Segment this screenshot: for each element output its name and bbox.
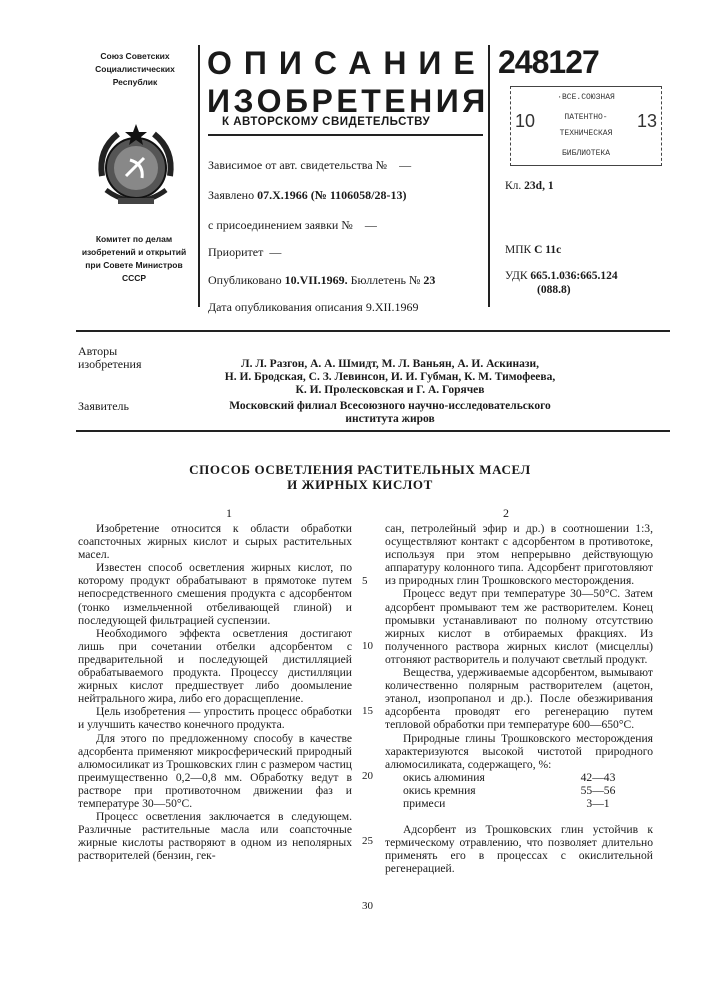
country-line: Социалистических — [95, 64, 175, 74]
authors-list — [190, 358, 590, 397]
title-description: ОПИСАНИЕ — [207, 45, 487, 81]
paragraph: Для этого по предложенному способу в качестве адсорбента применяют микросферический природный алюмосиликат из Трошковских глин с размером частиц преимущественно 0,2—0,8 мм. Обработку ведут в растворе при противоточном движении фаз и температуре 30—50°С. — [78, 731, 352, 810]
text-column-2 — [385, 522, 653, 875]
paragraph: Адсорбент из Трошковских глин устойчив к термическому отравлению, что позволяет длительно применять его в процессах с окислительной регенерацией. — [385, 823, 653, 876]
left-column-divider — [198, 45, 200, 307]
udc-value-2: (088.8) — [537, 284, 571, 296]
applicant-label: Заявитель — [78, 399, 129, 413]
dependent-label: Зависимое от авт. свидетельства № — [208, 158, 388, 172]
authors-label — [78, 345, 141, 371]
title-invention: ИЗОБРЕТЕНИЯ — [207, 83, 489, 119]
priority-label: Приоритет — [208, 245, 264, 259]
text-column-1 — [78, 522, 352, 862]
udc-value: 665.1.036:665.124 — [530, 270, 618, 282]
paragraph: Изобретение относится к области обработки соапсточных жирных кислот и сырых растительных масел. — [78, 522, 352, 562]
udc-label: УДК — [505, 270, 528, 282]
issuing-committee — [64, 233, 204, 285]
description-date-label: Дата опубликования описания — [208, 300, 363, 314]
document-title-line: СПОСОБ ОСВЕТЛЕНИЯ РАСТИТЕЛЬНЫХ МАСЕЛ — [189, 462, 531, 477]
paragraph: Цель изобретения — упростить процесс обработки и улучшить качество конечного продукта. — [78, 705, 352, 732]
description-date-line — [208, 300, 419, 315]
line-number: 5 — [362, 575, 368, 587]
component-value: 3—1 — [586, 796, 610, 810]
dependent-certificate-line — [208, 158, 411, 173]
dependent-value: — — [399, 158, 412, 172]
country-line: Союз Советских — [100, 51, 170, 61]
stamp-line: ·ВСЕ.СОЮЗНАЯ — [557, 93, 615, 102]
bulletin-label: Бюллетень № — [350, 273, 421, 287]
author-line: Л. Л. Разгон, А. А. Шмидт, М. Л. Ваньян, А. И. Аскинази, — [241, 358, 539, 370]
country-line: Республик — [112, 77, 158, 87]
component-name: окись кремния — [403, 783, 476, 797]
committee-line: Комитет по делам — [95, 234, 173, 244]
stamp-number-right: 13 — [636, 111, 657, 131]
component-name: окись алюминия — [403, 770, 485, 784]
line-number: 15 — [362, 705, 373, 717]
document-title-line: И ЖИРНЫХ КИСЛОТ — [287, 477, 433, 492]
component-name: примеси — [403, 796, 446, 810]
applicant-line: института жиров — [345, 413, 435, 425]
class-value: 23d, 1 — [524, 180, 554, 192]
committee-line: изобретений и открытий — [81, 247, 187, 257]
udc-line — [505, 270, 618, 282]
paragraph: Известен способ осветления жирных кислот, по которому продукт обрабатывают в прямотоке путем непосредственного смешения продукта с адсорбентом (тонко измельченной отбеливающей глиной) и последующей фильтрацией суспензии. — [78, 561, 352, 627]
authors-label-line: изобретения — [78, 357, 142, 371]
priority-value: — — [269, 245, 282, 259]
ipc-value: С 11с — [534, 244, 562, 256]
component-value: 42—43 — [580, 770, 616, 784]
paragraph: Процесс ведут при температуре 30—50°С. Затем адсорбент промывают тем же растворителем. Конец промывки устанавливают по полному отсутствию жирных кислот в отбираемых фракциях. Из полученного раствора жирных кислот (мисцеллы) отгоняют растворитель и получают светлый продукт. — [385, 587, 653, 666]
description-date-value: 9.XII.1969 — [365, 300, 419, 314]
joined-label: с присоединением заявки № — [208, 218, 353, 232]
authors-label-line: Авторы — [78, 344, 118, 358]
author-line: Н. И. Бродская, С. З. Левинсон, И. И. Губман, К. М. Тимофеева, — [224, 371, 556, 383]
joined-value: — — [364, 218, 377, 232]
composition-row — [385, 784, 653, 797]
applicant-name — [190, 400, 590, 426]
paragraph: Процесс осветления заключается в следующем. Различные растительные масла или соапсточные жирные кислоты растворяют в одном из неполярных растворителей (бензин, гек- — [78, 810, 352, 863]
paragraph: Вещества, удерживаемые адсорбентом, вымывают количественно полярным растворителем (ацетон, этанол, изопропанол и др.). После обезжиривания адсорбента проводят его регенерацию путем тепловой обработки при температуре 600—650°С. — [385, 666, 653, 732]
bulletin-number: 23 — [423, 273, 436, 287]
priority-line — [208, 245, 281, 260]
issuing-country — [70, 50, 200, 89]
title-underline — [208, 134, 483, 136]
line-number: 30 — [362, 900, 373, 912]
committee-line: СССР — [121, 273, 147, 283]
document-title — [150, 462, 570, 492]
stamp-line: ТЕХНИЧЕСКАЯ — [559, 129, 613, 138]
author-line: К. И. Пролесковская и Г. А. Горячев — [295, 384, 485, 396]
filed-label: Заявлено — [208, 188, 255, 202]
title-certificate: К АВТОРСКОМУ СВИДЕТЕЛЬСТВУ — [222, 116, 431, 128]
patent-number: 248127 — [498, 44, 599, 80]
committee-line: при Совете Министров — [85, 260, 183, 270]
filed-line — [208, 188, 407, 203]
composition-table — [385, 771, 653, 810]
column-number-2: 2 — [503, 506, 509, 520]
applicant-line: Московский филиал Всесоюзного научно-исследовательского — [229, 400, 551, 412]
stamp-number-left: 10 — [515, 111, 536, 131]
ipc-line — [505, 244, 561, 256]
line-number: 10 — [362, 640, 373, 652]
udc-line-2 — [537, 284, 571, 296]
header-separator — [76, 330, 670, 332]
paragraph: Необходимого эффекта осветления достигают лишь при сочетании отбелки адсорбентом с предварительной и последующей дистилляцией обрабатываемого продукта. Процессу дистилляции жирных кислот предшествует либо доомыление нейтрального жира, либо его дорасщепление. — [78, 626, 352, 706]
column-number-1: 1 — [226, 506, 232, 520]
stamp-line: БИБЛИОТЕКА — [561, 149, 610, 158]
composition-row — [385, 797, 653, 810]
ipc-label: МПК — [505, 244, 532, 256]
joined-application-line — [208, 218, 377, 233]
line-number: 25 — [362, 835, 373, 847]
ussr-state-emblem-icon — [88, 120, 184, 216]
published-label: Опубликовано — [208, 273, 282, 287]
paragraph: сан, петролейный эфир и др.) в соотношении 1:3, осуществляют контакт с адсорбентом в противотоке, используя при этом непрерывно действующую аппаратуру колонного типа. Адсорбент приготовляют из природных глин Трошковского месторождения. — [385, 522, 653, 588]
filed-value: 07.X.1966 (№ 1106058/28-13) — [257, 188, 407, 202]
class-line — [505, 180, 554, 192]
published-line — [208, 273, 435, 288]
component-value: 55—56 — [580, 783, 616, 797]
line-number: 20 — [362, 770, 373, 782]
library-stamp — [510, 86, 662, 166]
authors-separator — [76, 430, 670, 432]
composition-row — [385, 771, 653, 784]
class-label: Кл. — [505, 180, 522, 192]
stamp-line: ПАТЕНТНО- — [564, 113, 608, 122]
published-date: 10.VII.1969. — [284, 273, 348, 287]
paragraph: Природные глины Трошковского месторождения характеризуются высокой чистотой природного алюмосиликата, содержащего, %: — [385, 731, 653, 771]
